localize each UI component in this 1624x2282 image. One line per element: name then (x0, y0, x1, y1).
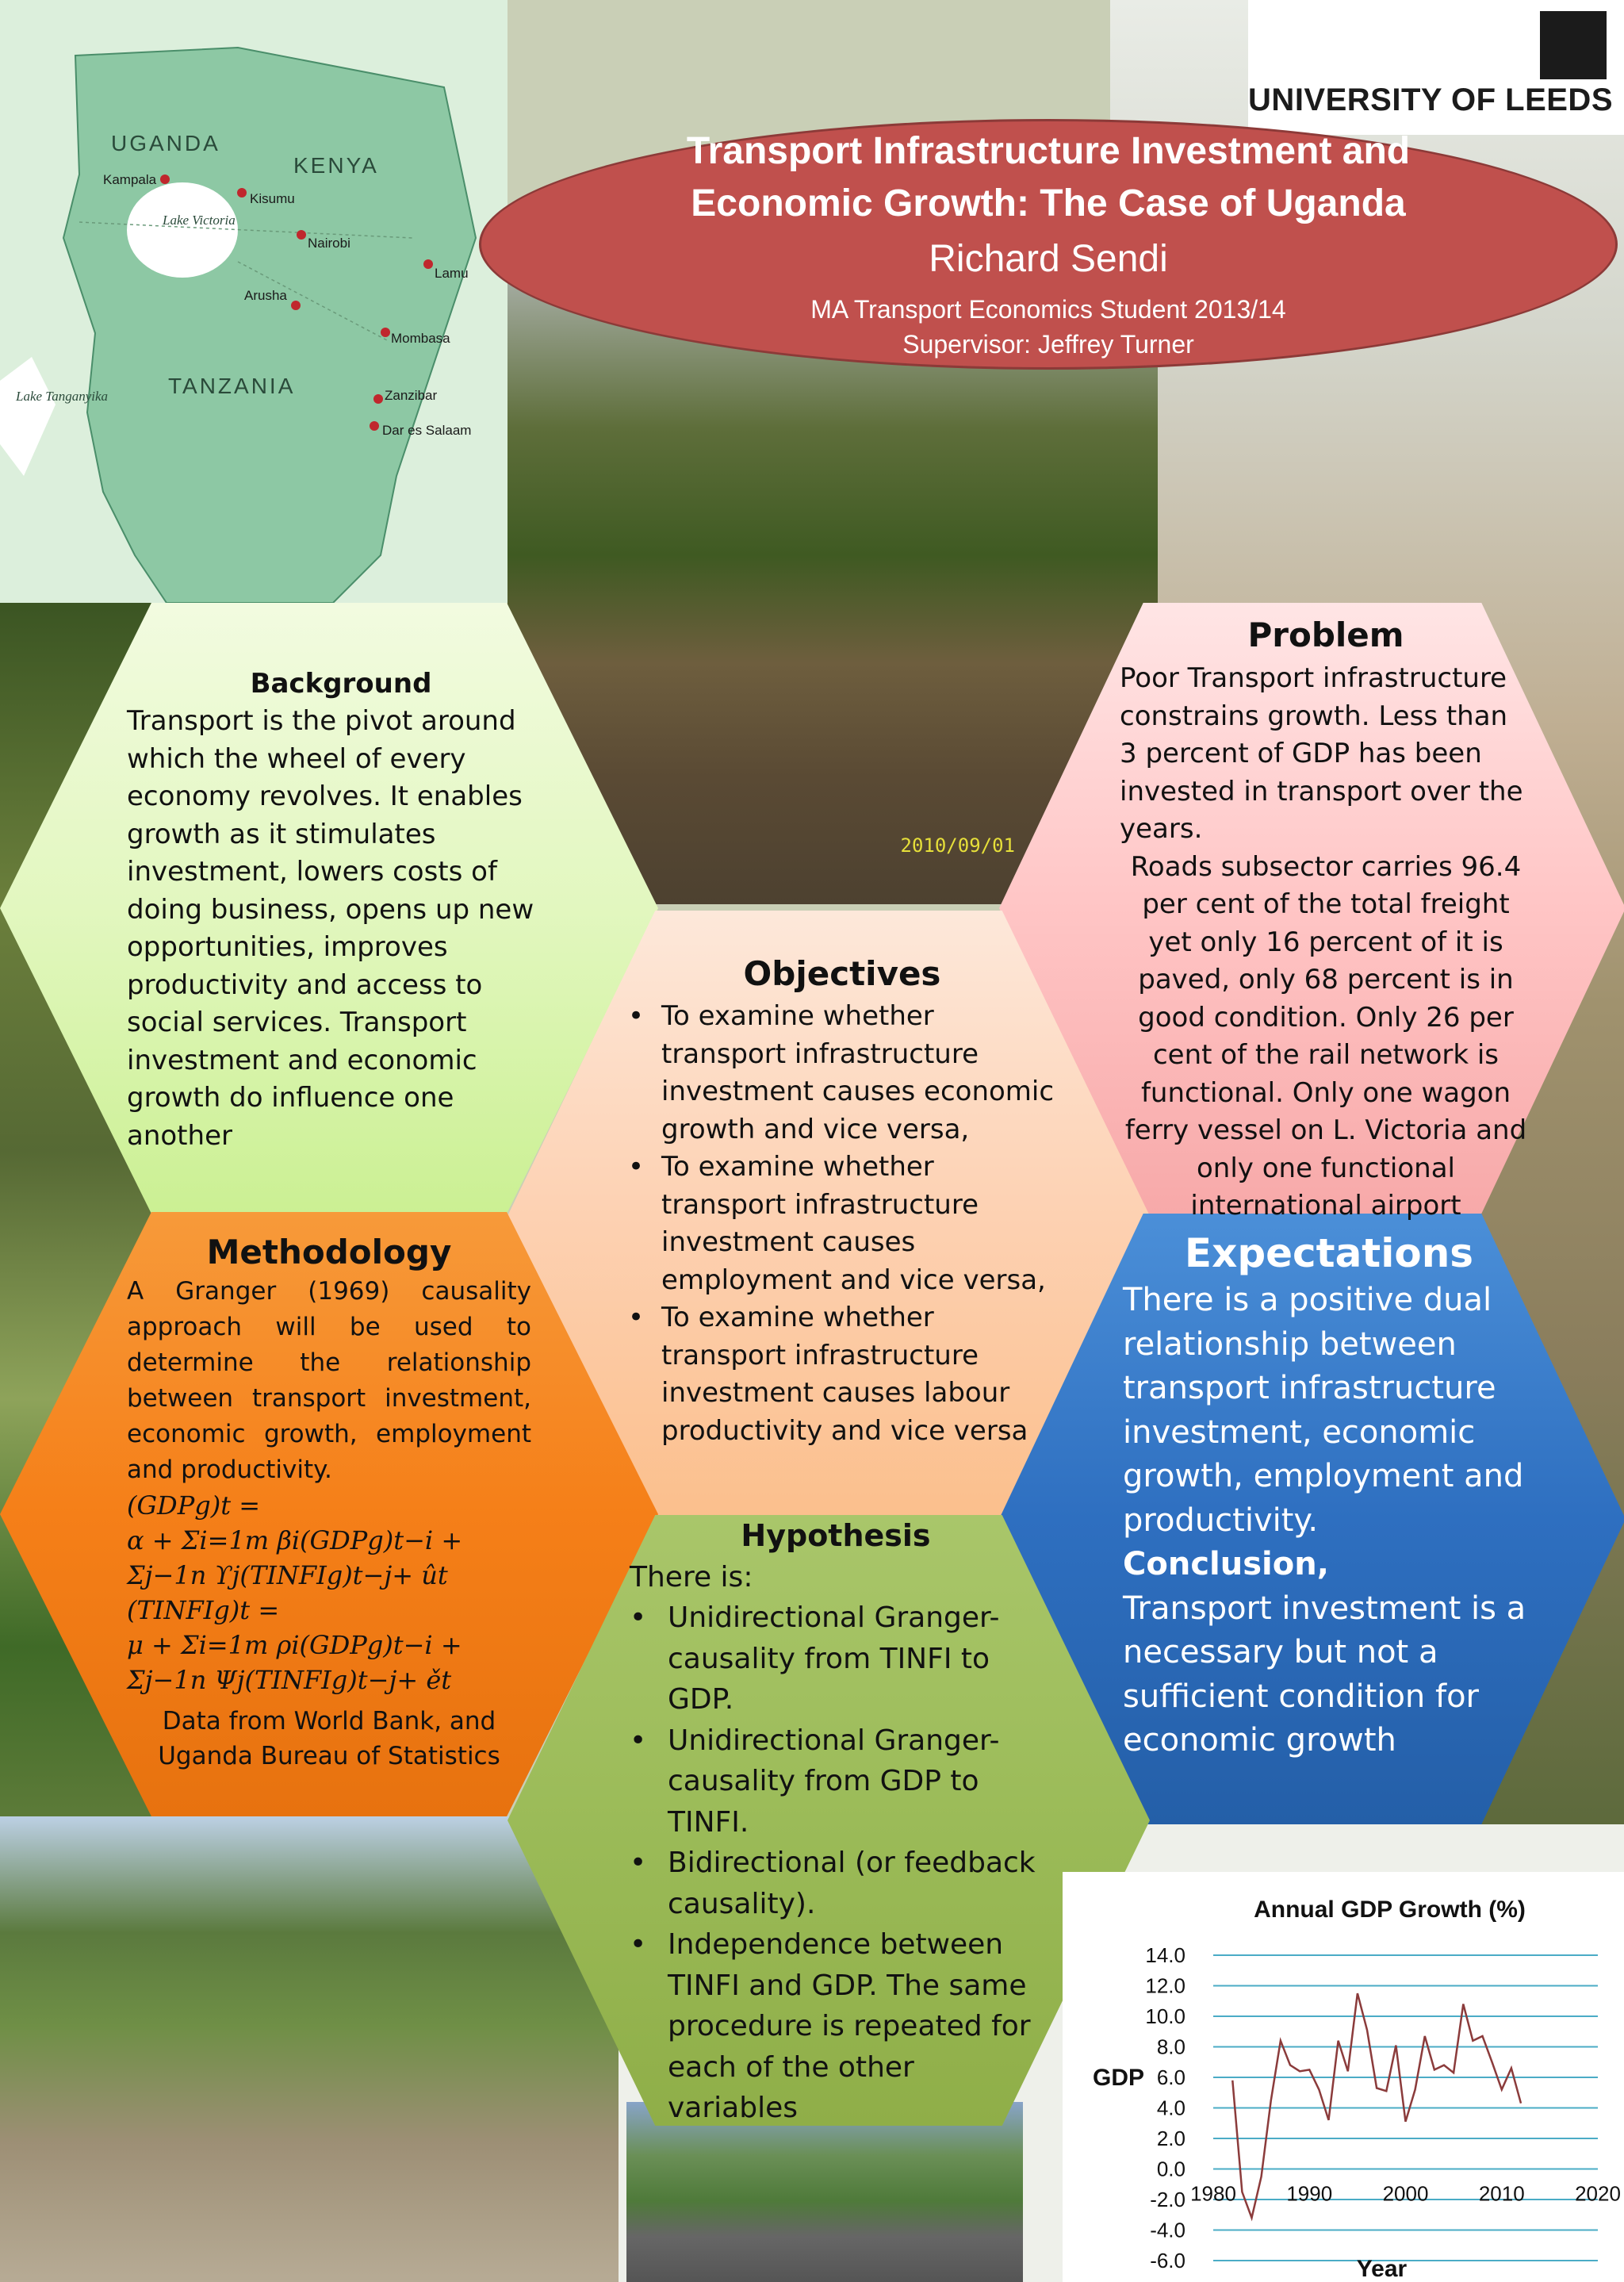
poster-title-line2: Economic Growth: The Case of Uganda (691, 182, 1406, 224)
university-tower-icon (1540, 11, 1607, 79)
expectations-title: Expectations (1184, 1230, 1474, 1276)
hypothesis-item: • Bidirectional (or feedback causality). (630, 1843, 1042, 1924)
hypothesis-item: • Independence between TINFI and GDP. The same procedure is repeated for each of the other variables (630, 1924, 1042, 2129)
x-tick-label: 2000 (1382, 2181, 1429, 2206)
methodology-body: A Granger (1969) causality approach will be used to determine the relationship between transport investment, economic growth, employment and productivity. (127, 1277, 531, 1484)
background-body: Transport is the pivot around which the wheel of every economy revolves. It enables growth as it stimulates investment, lowers costs of doing business, opens up new opportunities, improves productivity and access to social services. Transport investment and economic growth do influence one another (127, 705, 534, 1152)
expectations-section (1123, 1228, 1535, 1763)
map-label-lake-tanganyika: Lake Tanganyika (16, 389, 109, 404)
objectives-list (628, 998, 1056, 1450)
map-city-zanzibar: Zanzibar (385, 388, 438, 403)
x-tick-label: 2020 (1575, 2181, 1621, 2206)
y-tick-label: 0.0 (1156, 2157, 1185, 2181)
expectations-body: There is a positive dual relationship between transport infrastructure investment, economic growth, employment and productivity. (1123, 1282, 1524, 1539)
y-tick-label: -2.0 (1150, 2188, 1185, 2211)
chart-title: Annual GDP Growth (%) (1254, 1897, 1526, 1923)
poster-title (479, 125, 1618, 230)
problem-body-1: Poor Transport infrastructure constrains growth. Less than 3 percent of GDP has been invested in transport over the years. (1120, 662, 1523, 845)
hypothesis-intro: There is: (630, 1561, 753, 1594)
objectives-section (628, 952, 1056, 1450)
title-block (479, 125, 1618, 362)
y-tick-label: 6.0 (1156, 2065, 1185, 2089)
problem-body-2: Roads subsector carries 96.4 per cent of the total freight yet only 16 percent of it is paved, only 68 percent is in good condition. Only 26 per cent of the rail network is functional. Only one wagon ferry vessel on L. Victoria and only one functional international airport (1124, 850, 1527, 1222)
equation-line: μ + Σi=1m ρi(GDPg)t−i + (127, 1630, 462, 1660)
y-axis-label: GDP (1093, 2065, 1145, 2091)
x-axis-label: Year (1356, 2256, 1408, 2282)
map-city-kisumu: Kisumu (250, 191, 295, 206)
gdp-growth-line (1232, 1993, 1521, 2218)
problem-title: Problem (1247, 616, 1404, 654)
problem-section (1120, 614, 1532, 1225)
hypothesis-section (630, 1513, 1042, 2129)
y-tick-label: 8.0 (1156, 2035, 1185, 2059)
hypothesis-item: • Unidirectional Granger-causality from GDP to TINFI. (630, 1720, 1042, 1843)
university-logo (1248, 0, 1624, 135)
background-section (127, 665, 555, 1155)
degree-line: MA Transport Economics Student 2013/14 (810, 295, 1286, 324)
map-city-mombasa: Mombasa (391, 331, 450, 346)
methodology-section (127, 1231, 531, 1774)
x-tick-label: 2010 (1478, 2181, 1525, 2206)
equation-line: (TINFIg)t = (127, 1595, 280, 1625)
map-label-uganda: UGANDA (111, 131, 220, 155)
map-label-kenya: KENYA (293, 153, 379, 178)
y-tick-label: -6.0 (1150, 2249, 1185, 2272)
author-name: Richard Sendi (929, 238, 1168, 280)
objective-item: • To examine whether transport infrastructure investment causes economic growth and vice versa, (628, 998, 1056, 1149)
y-tick-label: 2.0 (1156, 2127, 1185, 2150)
equation-line: Σj−1n Ψj(TINFIg)t−j+ ět (127, 1665, 452, 1695)
equation-line: α + Σi=1m βi(GDPg)t−i + (127, 1525, 463, 1555)
background-title: Background (250, 668, 432, 700)
supervisor-line: Supervisor: Jeffrey Turner (902, 330, 1194, 359)
data-source (127, 1704, 531, 1774)
map-label-lake-victoria: Lake Victoria (163, 213, 236, 228)
conclusion-label: Conclusion, (1123, 1546, 1329, 1582)
poster-title-line1: Transport Infrastructure Investment and (686, 130, 1411, 172)
objective-item: • To examine whether transport infrastructure investment causes labour productivity and vice versa (628, 1299, 1056, 1450)
equation-line: (GDPg)t = (127, 1490, 261, 1521)
photo-date-stamp: 2010/09/01 (900, 834, 1015, 857)
hypothesis-list (630, 1597, 1042, 2129)
gdp-growth-chart (1063, 1872, 1624, 2282)
methodology-title: Methodology (206, 1233, 452, 1271)
lake-victoria (127, 182, 238, 278)
y-tick-label: 14.0 (1145, 1943, 1185, 1967)
map-city-arusha: Arusha (244, 288, 287, 303)
data-source-text: Data from World Bank, and Uganda Bureau of Statistics (158, 1707, 500, 1770)
map-city-kampala: Kampala (103, 172, 157, 187)
highway-photo (626, 2102, 1023, 2282)
x-tick-label: 1990 (1286, 2181, 1333, 2206)
y-tick-label: 4.0 (1156, 2096, 1185, 2120)
map-city-dar-es-salaam: Dar es Salaam (382, 423, 472, 438)
y-tick-label: -4.0 (1150, 2218, 1185, 2242)
east-africa-map (0, 0, 508, 603)
banana-bicycles-photo (0, 1816, 619, 2282)
gdp-growth-chart-svg (1063, 1872, 1624, 2282)
x-tick-label: 1980 (1190, 2181, 1236, 2206)
y-tick-label: 10.0 (1145, 2004, 1185, 2028)
map-city-lamu: Lamu (435, 266, 469, 281)
objective-item: • To examine whether transport infrastructure investment causes employment and vice versa, (628, 1149, 1056, 1299)
conclusion-body: Transport investment is a necessary but not a sufficient condition for economic growth (1123, 1590, 1526, 1758)
map-city-nairobi: Nairobi (308, 236, 350, 251)
hypothesis-item: • Unidirectional Granger-causality from TINFI to GDP. (630, 1597, 1042, 1720)
y-tick-label: 12.0 (1145, 1973, 1185, 1998)
university-name: UNIVERSITY OF LEEDS (1248, 82, 1613, 117)
map-label-tanzania: TANZANIA (168, 374, 296, 398)
equation-line: Σj−1n ϒj(TINFIg)t−j+ ût (127, 1560, 448, 1590)
objectives-title: Objectives (743, 954, 941, 993)
hypothesis-title: Hypothesis (741, 1518, 931, 1553)
